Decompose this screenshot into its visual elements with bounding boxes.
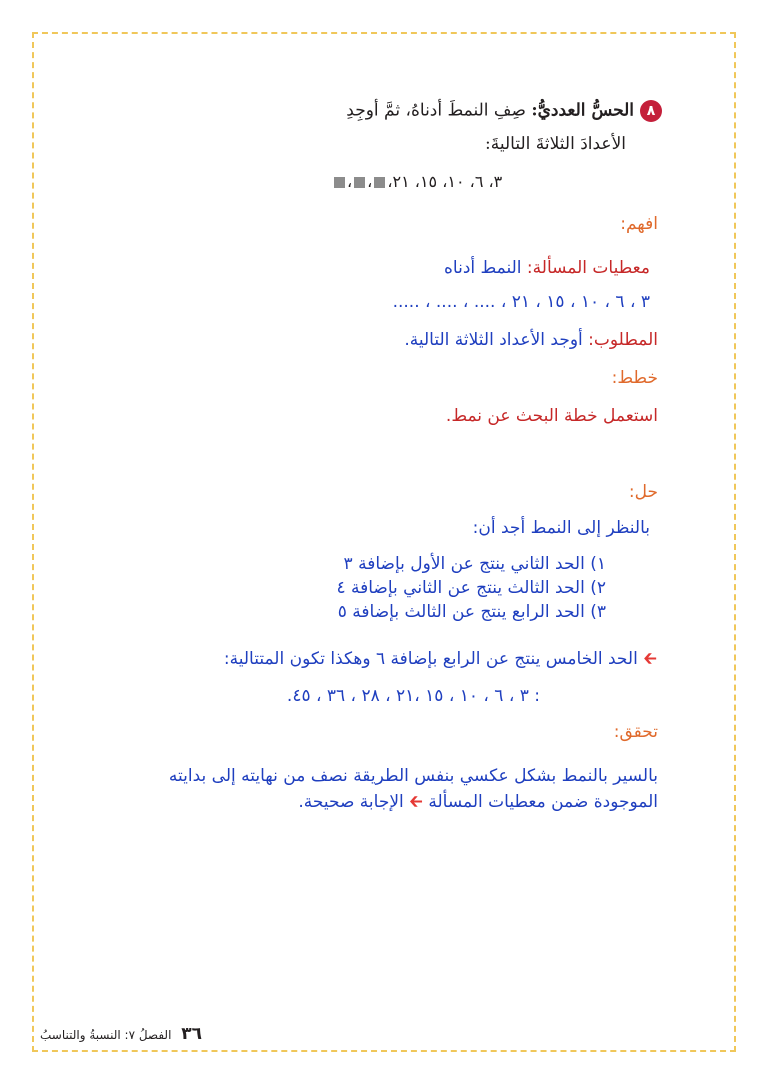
required-label: المطلوب: <box>588 330 658 350</box>
blank-square <box>354 177 365 188</box>
problem-instruction: صِفِ النمطَ أدناهُ، ثمَّ أوجِدِ <box>346 100 526 121</box>
solve-step-2: ٢) الحد الثالث ينتج عن الثاني بإضافة ٤ <box>336 578 606 598</box>
plan-heading: خطط: <box>611 368 658 388</box>
problem-sequence-numbers: ٣، ٦، ١٠، ١٥، ٢١، <box>387 172 503 191</box>
check-heading: تحقق: <box>613 722 658 742</box>
understand-sequence: ٣ ، ٦ ، ١٠ ، ١٥ ، ٢١ ، .... ، .... ، ..... <box>392 292 650 312</box>
problem-sequence: ٣، ٦، ١٠، ١٥، ٢١،،، <box>332 172 502 191</box>
solve-step-1: ١) الحد الثاني ينتج عن الأول بإضافة ٣ <box>343 554 606 574</box>
solve-conclusion <box>60 647 657 671</box>
problem-line-1 <box>346 100 662 122</box>
plan-text: استعمل خطة البحث عن نمط. <box>445 406 658 426</box>
problem-title: الحسُّ العدديُّ: <box>531 100 634 121</box>
understand-required <box>60 328 658 352</box>
understand-givens <box>60 256 650 280</box>
left-arrow-icon: 🡰 <box>643 649 657 669</box>
blank-square <box>334 177 345 188</box>
check-line-2 <box>60 790 658 814</box>
chapter-title: الفصلُ ٧: النسبةُ والتناسبُ <box>40 1028 172 1042</box>
solve-result: : ٣ ، ٦ ، ١٠ ، ١٥ ،٢١ ، ٢٨ ، ٣٦ ، ٤٥. <box>286 686 540 706</box>
blank-square <box>374 177 385 188</box>
solve-intro: بالنظر إلى النمط أجد أن: <box>472 518 650 538</box>
check-line-2-a: الموجودة ضمن معطيات المسألة <box>428 792 658 812</box>
page-footer <box>40 1024 202 1044</box>
left-arrow-icon: 🡰 <box>409 792 423 812</box>
givens-label: معطيات المسألة: <box>526 258 650 278</box>
solve-heading: حل: <box>628 482 658 502</box>
problem-line-2: الأعدادَ الثلاثةَ التاليةَ: <box>485 134 626 154</box>
check-line-2-b: الإجابة صحيحة. <box>298 792 404 812</box>
required-value: أوجد الأعداد الثلاثة التالية. <box>404 330 583 350</box>
understand-heading: افهم: <box>620 214 658 234</box>
problem-statement <box>236 94 662 194</box>
solve-conclusion-text: الحد الخامس ينتج عن الرابع بإضافة ٦ وهكذا تكون المتتالية: <box>223 649 638 669</box>
problem-number-badge: ٨ <box>640 100 662 122</box>
check-line-1: بالسير بالنمط بشكل عكسي بنفس الطريقة نصف من نهايته إلى بدايته <box>168 766 658 786</box>
solve-step-3: ٣) الحد الرابع ينتج عن الثالث بإضافة ٥ <box>337 602 606 622</box>
givens-value: النمط أدناه <box>444 258 522 278</box>
page-number: ٣٦ <box>181 1024 202 1044</box>
